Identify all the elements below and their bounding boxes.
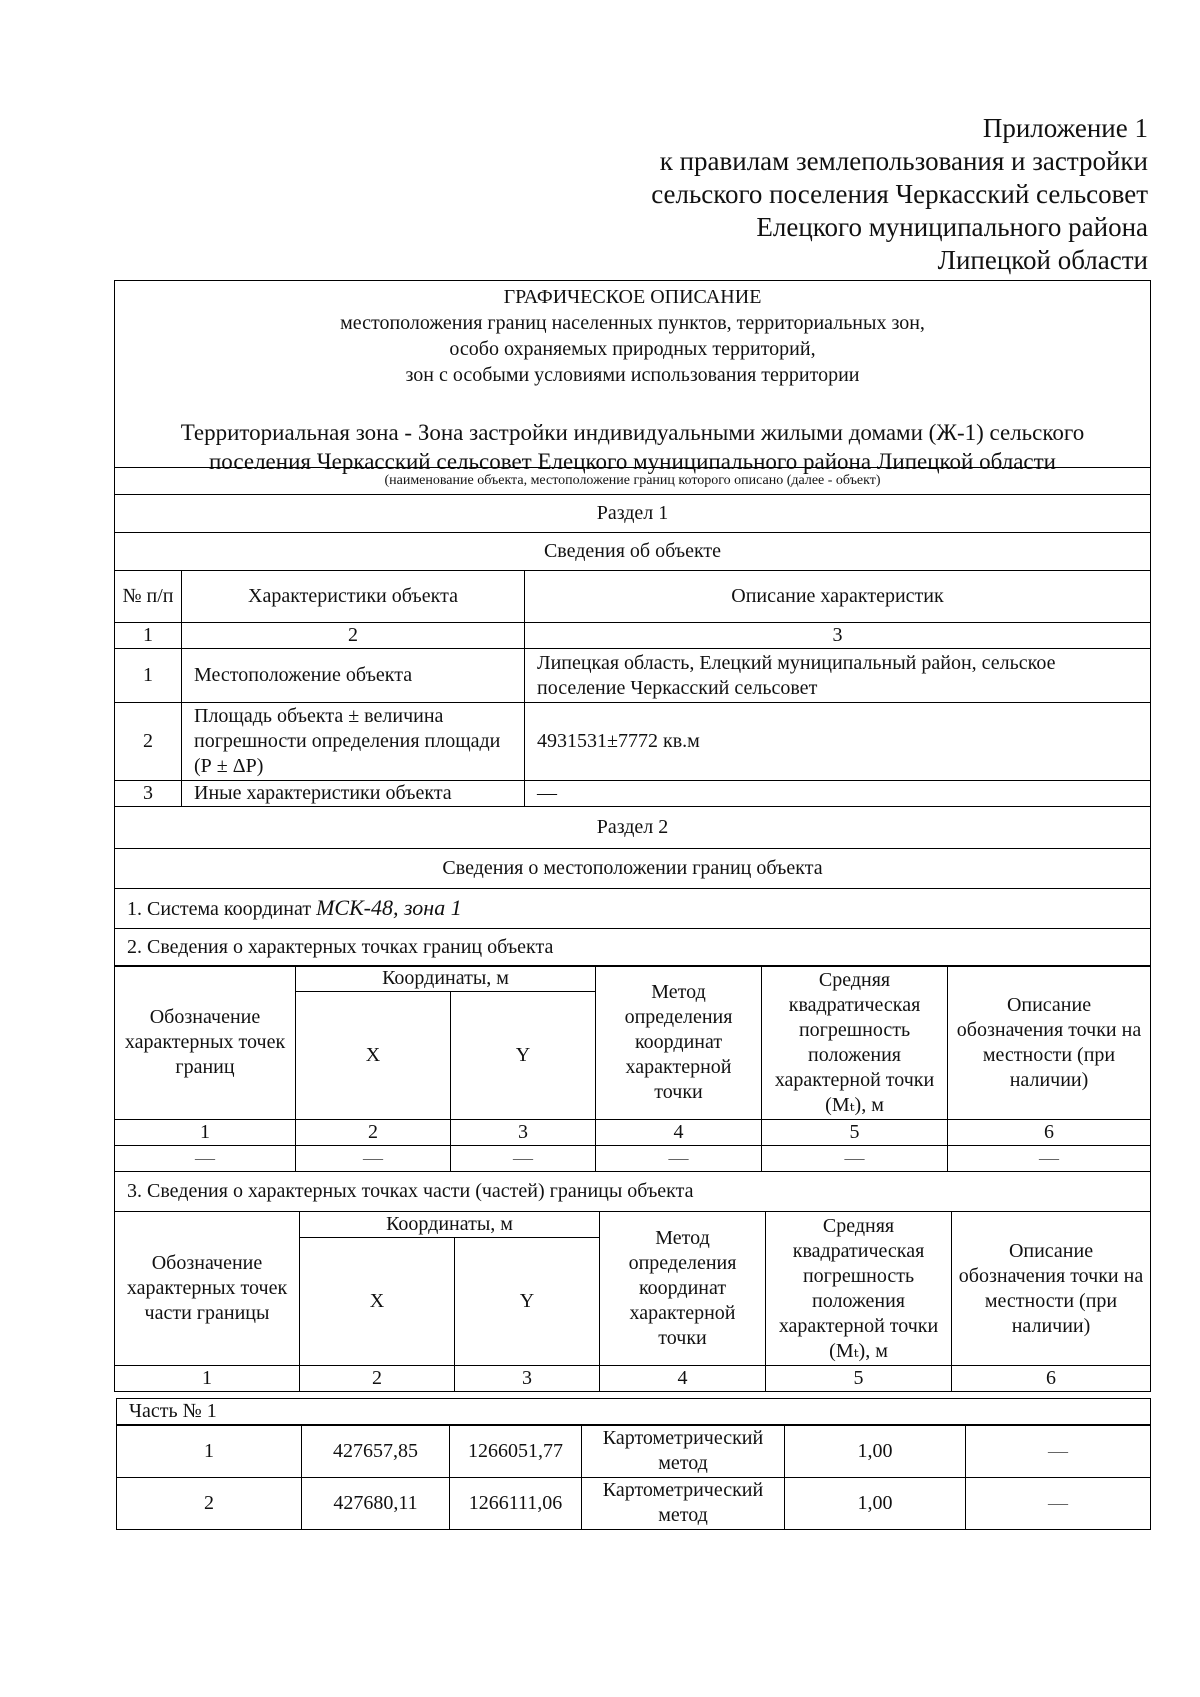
col-index: 4	[596, 1120, 762, 1146]
col-index: 1	[115, 1120, 296, 1146]
document-header	[114, 280, 1151, 474]
annex-line: сельского поселения Черкасский сельсовет	[651, 179, 1148, 209]
object-note: (наименование объекта, местоположение границ которого описано (далее - объект)	[115, 468, 1151, 495]
points-title: 2. Сведения о характерных точках границ объекта	[115, 929, 1151, 967]
table-row	[115, 703, 1151, 781]
coordinate-system	[115, 889, 1151, 929]
row-description: 4931531±7772 кв.м	[525, 703, 1151, 781]
point-descr: —	[966, 1477, 1151, 1529]
col-index: 6	[948, 1120, 1151, 1146]
coordinate-label: 1. Система координат	[127, 898, 317, 920]
empty-cell: —	[948, 1146, 1151, 1172]
col-index: 2	[182, 623, 525, 649]
row-number: 2	[115, 703, 182, 781]
col-header-error: Средняя квадратическая погрешность положения характерной точки (Mₜ), м	[766, 1212, 952, 1366]
col-header-char: Характеристики объекта	[182, 571, 525, 623]
empty-cell: —	[762, 1146, 948, 1172]
col-header-points-part: Обозначение характерных точек части границы	[115, 1212, 300, 1366]
col-header-coords: Координаты, м	[300, 1212, 600, 1238]
part-label: Часть № 1	[117, 1399, 1151, 1426]
col-header-x: X	[300, 1238, 455, 1366]
doc-subtitle: зон с особыми условиями использования территории	[405, 364, 860, 386]
col-header-method: Метод определения координат характерной точки	[600, 1212, 766, 1366]
col-header-descr: Описание обозначения точки на местности (при наличии)	[952, 1212, 1151, 1366]
annex-line: Приложение 1	[982, 113, 1148, 143]
row-characteristic: Иные характеристики объекта	[182, 781, 525, 807]
col-index: 3	[525, 623, 1151, 649]
point-x: 427680,11	[302, 1477, 450, 1529]
col-index: 3	[455, 1366, 600, 1392]
point-error: 1,00	[785, 1477, 966, 1529]
col-header-desc: Описание характеристик	[525, 571, 1151, 623]
point-number: 1	[117, 1425, 302, 1477]
points-table	[114, 965, 1151, 1212]
col-header-x: X	[296, 992, 451, 1120]
empty-cell: —	[451, 1146, 596, 1172]
parts-title: 3. Сведения о характерных точках части (частей) границы объекта	[115, 1172, 1151, 1212]
point-number: 2	[117, 1477, 302, 1529]
zone-name: Территориальная зона - Зона застройки индивидуальными жилыми домами (Ж-1) сельского	[180, 420, 1085, 445]
empty-cell: —	[115, 1146, 296, 1172]
row-characteristic: Площадь объекта ± величина погрешности определения площади (Р ± ΔР)	[182, 703, 525, 781]
table-row	[117, 1425, 1151, 1477]
col-header-method: Метод определения координат характерной точки	[596, 966, 762, 1120]
col-header-y: Y	[451, 992, 596, 1120]
table-row	[115, 649, 1151, 703]
section2-title: Раздел 2	[115, 807, 1151, 849]
row-number: 3	[115, 781, 182, 807]
col-header-coords: Координаты, м	[296, 966, 596, 992]
col-index: 4	[600, 1366, 766, 1392]
point-error: 1,00	[785, 1425, 966, 1477]
row-description: —	[525, 781, 1151, 807]
part-table	[116, 1398, 1151, 1530]
table-row	[117, 1477, 1151, 1529]
point-descr: —	[966, 1425, 1151, 1477]
doc-subtitle: особо охраняемых природных территорий,	[449, 338, 816, 360]
doc-title: ГРАФИЧЕСКОЕ ОПИСАНИЕ	[503, 286, 762, 308]
point-y: 1266111,06	[450, 1477, 582, 1529]
coordinate-value: МСК-48, зона 1	[316, 895, 462, 920]
empty-cell: —	[296, 1146, 451, 1172]
col-header-num: № п/п	[115, 571, 182, 623]
section2-subtitle: Сведения о местоположении границ объекта	[115, 849, 1151, 889]
zone-name: поселения Черкасский сельсовет Елецкого муниципального района Липецкой области	[209, 449, 1056, 474]
table-row	[115, 1146, 1151, 1172]
col-index: 5	[766, 1366, 952, 1392]
col-header-y: Y	[455, 1238, 600, 1366]
col-index: 1	[115, 1366, 300, 1392]
col-index: 2	[300, 1366, 455, 1392]
col-index: 3	[451, 1120, 596, 1146]
col-index: 1	[115, 623, 182, 649]
row-number: 1	[115, 649, 182, 703]
point-y: 1266051,77	[450, 1425, 582, 1477]
point-x: 427657,85	[302, 1425, 450, 1477]
annex-line: Елецкого муниципального района	[756, 212, 1148, 242]
col-header-points: Обозначение характерных точек границ	[115, 966, 296, 1120]
col-index: 2	[296, 1120, 451, 1146]
col-header-descr: Описание обозначения точки на местности (при наличии)	[948, 966, 1151, 1120]
row-description: Липецкая область, Елецкий муниципальный район, сельское поселение Черкасский сельсовет	[525, 649, 1151, 703]
point-method: Картометрический метод	[582, 1477, 785, 1529]
annex-line: к правилам землепользования и застройки	[659, 146, 1148, 176]
section1-title: Раздел 1	[115, 495, 1151, 533]
col-index: 6	[952, 1366, 1151, 1392]
section1-subtitle: Сведения об объекте	[115, 533, 1151, 571]
annex-heading	[651, 112, 1148, 277]
point-method: Картометрический метод	[582, 1425, 785, 1477]
parts-table	[114, 1211, 1151, 1392]
doc-subtitle: местоположения границ населенных пунктов, территориальных зон,	[340, 312, 925, 334]
col-index: 5	[762, 1120, 948, 1146]
col-header-error: Средняя квадратическая погрешность положения характерной точки (Mₜ), м	[762, 966, 948, 1120]
section1-table	[114, 467, 1151, 967]
row-characteristic: Местоположение объекта	[182, 649, 525, 703]
annex-line: Липецкой области	[937, 245, 1148, 275]
empty-cell: —	[596, 1146, 762, 1172]
table-row	[115, 781, 1151, 807]
